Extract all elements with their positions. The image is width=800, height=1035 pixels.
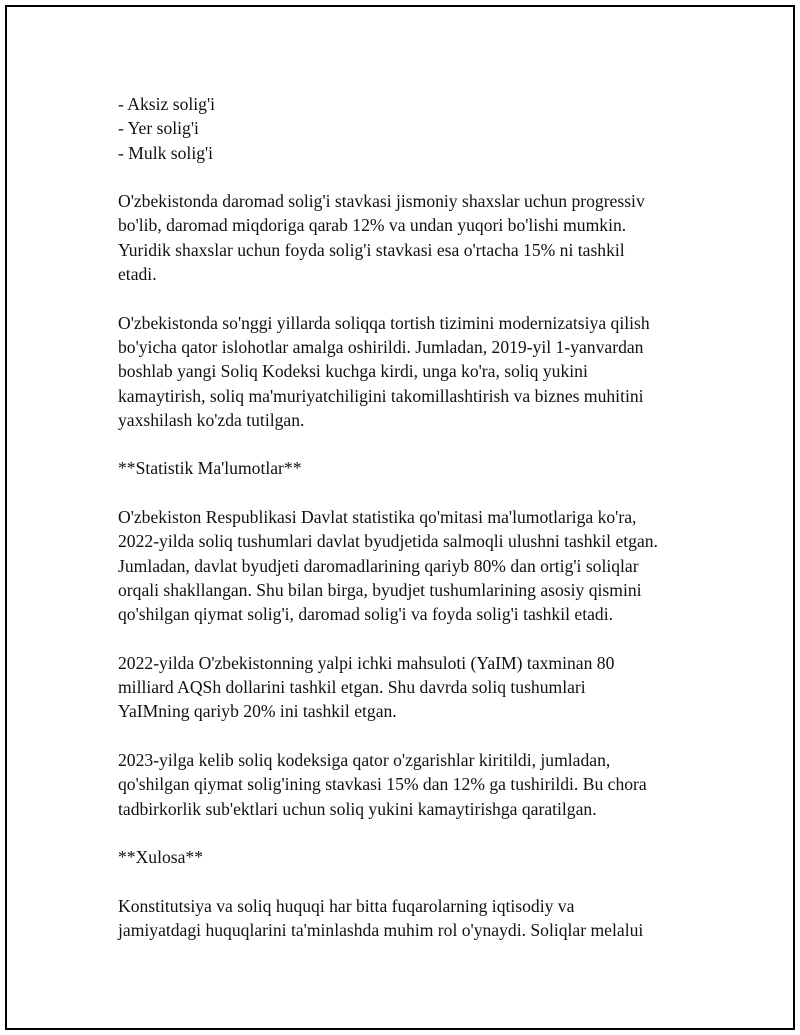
heading-conclusion: **Xulosa** [118,847,204,868]
paragraph-reforms [118,311,698,432]
paragraph-line: qo'shilgan qiymat solig'ining stavkasi 15% dan 12% ga tushirildi. Bu chora [118,774,647,795]
list-item: - Yer solig'i [118,118,199,139]
paragraph-line: 2022-yilda O'zbekistonning yalpi ichki mahsuloti (YaIM) taxminan 80 [118,652,615,673]
paragraph-gdp [118,651,698,724]
list-item: - Mulk solig'i [118,142,214,163]
paragraph-line: 2023-yilga kelib soliq kodeksiga qator o'zgarishlar kiritildi, jumladan, [118,750,611,771]
paragraph-2023-changes [118,748,698,821]
paragraph-statistics-committee [118,505,698,626]
paragraph-line: etadi. [118,264,157,285]
paragraph-line: bo'lib, daromad miqdoriga qarab 12% va undan yuqori bo'lishi mumkin. [118,215,627,236]
paragraph-line: O'zbekistonda so'nggi yillarda soliqqa tortish tizimini modernizatsiya qilish [118,312,650,333]
document-body [118,92,698,942]
paragraph-line: O'zbekiston Respublikasi Davlat statistika qo'mitasi ma'lumotlariga ko'ra, [118,507,637,528]
heading-statistics: **Statistik Ma'lumotlar** [118,458,302,479]
paragraph-line: Jumladan, davlat byudjeti daromadlarining qariyb 80% dan ortig'i soliqlar [118,555,639,576]
paragraph-line: orqali shakllangan. Shu bilan birga, byudjet tushumlarining asosiy qismini [118,579,642,600]
paragraph-line: kamaytirish, soliq ma'muriyatchiligini takomillashtirish va biznes muhitini [118,385,644,406]
paragraph-line: bo'yicha qator islohotlar amalga oshirildi. Jumladan, 2019-yil 1-yanvardan [118,336,644,357]
paragraph-line: O'zbekistonda daromad solig'i stavkasi jismoniy shaxslar uchun progressiv [118,191,645,212]
paragraph-conclusion [118,894,698,943]
paragraph-line: milliard AQSh dollarini tashkil etgan. Shu davrda soliq tushumlari [118,677,586,698]
paragraph-line: Konstitutsiya va soliq huquqi har bitta fuqarolarning iqtisodiy va [118,895,575,916]
paragraph-line: jamiyatdagi huquqlarini ta'minlashda muhim rol o'ynaydi. Soliqlar melalui [118,920,644,941]
paragraph-line: YaIMning qariyb 20% ini tashkil etgan. [118,701,397,722]
paragraph-line: 2022-yilda soliq tushumlari davlat byudjetida salmoqli ulushni tashkil etgan. [118,531,658,552]
paragraph-line: Yuridik shaxslar uchun foyda solig'i stavkasi esa o'rtacha 15% ni tashkil [118,239,625,260]
paragraph-line: qo'shilgan qiymat solig'i, daromad solig'i va foyda solig'i tashkil etadi. [118,604,613,625]
tax-type-list [118,92,698,165]
list-item: - Aksiz solig'i [118,94,216,114]
paragraph-line: yaxshilash ko'zda tutilgan. [118,409,305,430]
paragraph-line: boshlab yangi Soliq Kodeksi kuchga kirdi, unga ko'ra, soliq yukini [118,361,588,382]
paragraph-income-tax [118,189,698,286]
document-page [5,5,795,1030]
paragraph-line: tadbirkorlik sub'ektlari uchun soliq yukini kamaytirishga qaratilgan. [118,798,597,819]
